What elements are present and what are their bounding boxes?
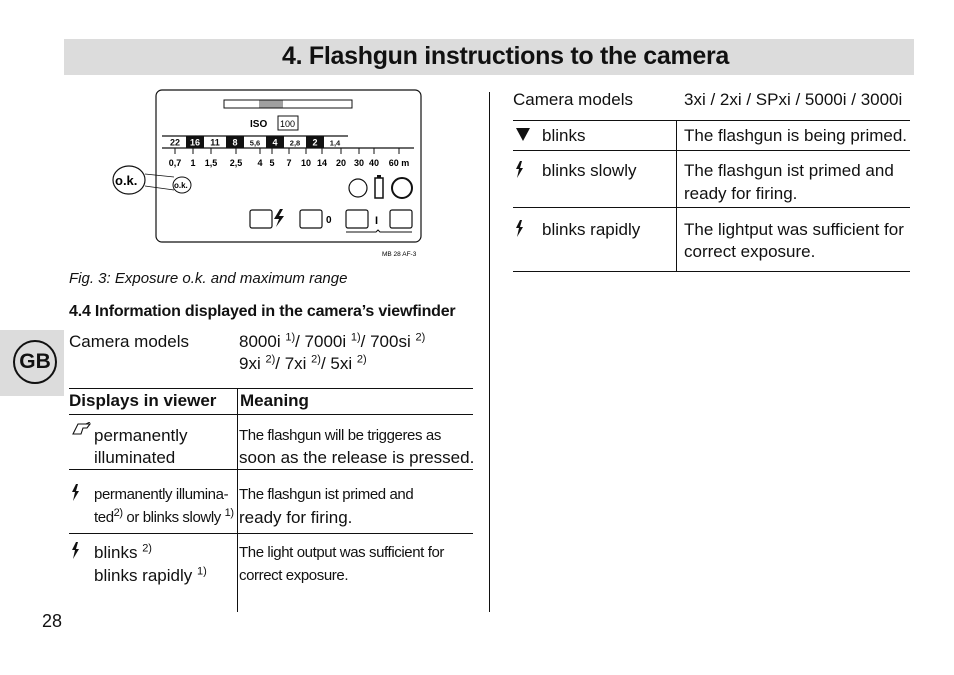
- svg-text:I: I: [375, 215, 379, 227]
- right-rule-row2: [513, 207, 910, 208]
- right-models-value: 3xi / 2xi / SPxi / 5000i / 3000i: [684, 90, 903, 109]
- section-heading: 4.4 Information displayed in the camera’s viewfinder: [69, 303, 456, 320]
- aperture-label: 2: [312, 137, 318, 148]
- table-column-divider: [237, 388, 238, 612]
- aperture-label: 2,8: [289, 138, 301, 148]
- distance-label: 20: [335, 158, 347, 168]
- range-bar: [224, 100, 352, 108]
- distance-label: 40: [368, 158, 380, 168]
- row3-display-line2: blinks rapidly $^{1)}$: [94, 565, 207, 585]
- row1-meaning-line2: soon as the release is pressed.: [239, 448, 475, 467]
- aperture-label: 1,4: [329, 138, 341, 148]
- ok-label-large: o.k.: [115, 173, 138, 188]
- language-tab: [0, 330, 64, 396]
- title-bar: [64, 39, 914, 75]
- battery-icon: [375, 178, 383, 198]
- table-rule-top: [69, 388, 473, 389]
- circle-indicator: [349, 179, 367, 197]
- page-title: 4. Flashgun instructions to the camera: [282, 42, 730, 70]
- right-row1-display: blinks: [542, 126, 586, 145]
- distance-label: 30: [353, 158, 365, 168]
- flash-bolt-icon: [514, 220, 524, 238]
- row1-display-line1: permanently: [94, 426, 188, 445]
- aperture-label: 11: [210, 137, 220, 148]
- figure-code: MB 28 AF-3: [382, 251, 417, 258]
- table-rule-row2: [69, 533, 473, 534]
- row2-meaning-line2: ready for firing.: [239, 508, 353, 527]
- flash-ready-icon: [72, 422, 92, 436]
- triangle-down-icon: [516, 128, 530, 141]
- iso-label: ISO: [250, 119, 268, 130]
- right-row2-meaning-line1: The flashgun ist primed and: [684, 161, 894, 180]
- zero-label: 0: [326, 215, 332, 226]
- bottom-box-2: [300, 210, 322, 228]
- right-row2-meaning-line2: ready for firing.: [684, 184, 798, 203]
- distance-label: 0,7: [168, 158, 182, 168]
- right-rule-bottom: [513, 271, 910, 272]
- iso-value: 100: [280, 119, 296, 129]
- distance-label: 5: [269, 158, 275, 168]
- distance-label: 1: [190, 158, 196, 168]
- ok-label-small: o.k.: [174, 181, 188, 190]
- distance-label: 7: [286, 158, 292, 168]
- aperture-label: 4: [272, 137, 278, 148]
- row2-meaning-line1: The flashgun ist primed and: [239, 486, 414, 503]
- distance-label: 14: [316, 158, 328, 168]
- flash-display-figure: [110, 88, 430, 263]
- ring-indicator: [392, 178, 412, 198]
- column-divider: [489, 92, 490, 612]
- table-rule-header: [69, 414, 473, 415]
- right-row3-display: blinks rapidly: [542, 220, 641, 239]
- aperture-scale: [166, 136, 344, 148]
- row1-meaning-line1: The flashgun will be triggeres as: [239, 427, 441, 444]
- distance-label: 60 m: [388, 158, 410, 168]
- right-rule-top: [513, 120, 910, 121]
- camera-models-label: Camera models: [69, 332, 189, 351]
- header-meaning: Meaning: [240, 391, 309, 410]
- aperture-label: 22: [169, 137, 181, 148]
- flash-bolt-icon: [274, 209, 284, 227]
- flash-bolt-icon: [70, 542, 80, 560]
- bottom-box-3: [346, 210, 368, 228]
- row2-display-line2: ted$^{2)}$ or blinks slowly $^{1)}$: [94, 507, 234, 526]
- row3-display-line1: blinks $^{2)}$: [94, 542, 152, 562]
- right-models-label: Camera models: [513, 90, 633, 109]
- flash-bolt-icon: [514, 161, 524, 179]
- bottom-box-4: [390, 210, 412, 228]
- row1-display-line2: illuminated: [94, 448, 176, 467]
- right-row3-meaning-line1: The lightput was sufficient for: [684, 220, 904, 239]
- aperture-label: 16: [189, 137, 201, 148]
- flash-bolt-icon: [70, 484, 80, 502]
- distance-label: 10: [300, 158, 312, 168]
- camera-models-line1: 8000i $^{1)}$/ 7000i $^{1)}$/ 700si $^{2)}$: [239, 331, 426, 351]
- row3-meaning-line1: The light output was sufficient for: [239, 544, 445, 561]
- row3-meaning-line2: correct exposure.: [239, 567, 349, 584]
- camera-models-line2: 9xi $^{2)}$/ 7xi $^{2)}$/ 5xi $^{2)}$: [239, 353, 367, 373]
- row2-display-line1: permanently illumina-: [94, 486, 229, 503]
- page-number: 28: [42, 611, 63, 631]
- distance-label: 2,5: [229, 158, 243, 168]
- right-column-divider: [676, 120, 677, 272]
- aperture-label: 8: [232, 137, 238, 148]
- right-row3-meaning-line2: correct exposure.: [684, 242, 816, 261]
- figure-caption: Fig. 3: Exposure o.k. and maximum range: [69, 270, 348, 287]
- table-rule-row1: [69, 469, 473, 470]
- distance-label: 1,5: [204, 158, 218, 168]
- language-tab-label: GB: [13, 340, 57, 384]
- bottom-box-1: [250, 210, 272, 228]
- right-row1-meaning: The flashgun is being primed.: [684, 126, 908, 145]
- right-rule-row1: [513, 150, 910, 151]
- right-row2-display: blinks slowly: [542, 161, 637, 180]
- aperture-label: 5,6: [249, 138, 261, 148]
- distance-scale: [169, 148, 410, 168]
- distance-label: 4: [257, 158, 263, 168]
- header-display: Displays in viewer: [69, 391, 217, 410]
